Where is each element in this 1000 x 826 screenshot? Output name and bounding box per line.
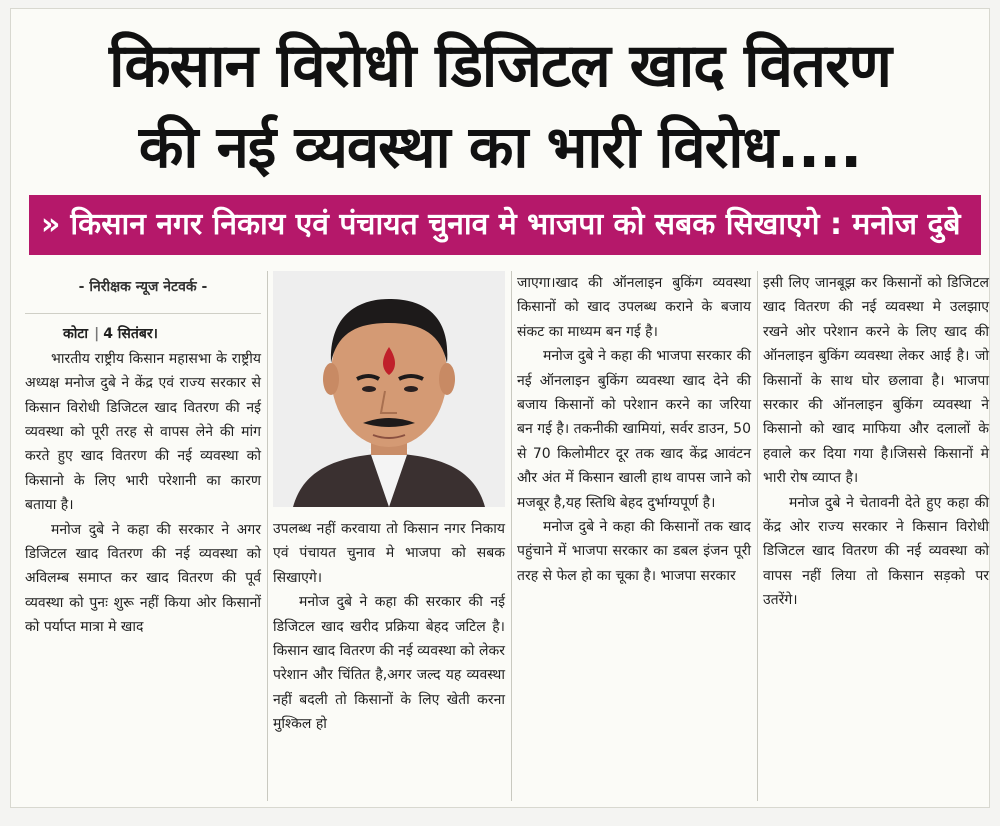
subheadline-banner	[29, 195, 981, 255]
double-chevron-icon: »	[41, 207, 61, 242]
dateline: कोटा | 4 सितंबर।	[63, 326, 158, 343]
article-paragraph: जाएगा।खाद की ऑनलाइन बुकिंग व्यवस्था किसानों को खाद उपलब्ध कराने के बजाय संकट का माध्यम बन गई है।	[517, 275, 751, 340]
column-divider	[511, 271, 512, 801]
article-paragraph: मनोज दुबे ने कहा की भाजपा सरकार की नई ऑनलाइन बुकिंग व्यवस्था खाद देने की बजाय किसानों को परेशान करने का जरिया बन गई है। तकनीकी खामियां, सर्वर डाउन, 50 से 70 किलोमीटर दूर तक खाद केंद्र आवंटन और अंत में किसान खाली हाथ वापस जाने को मजबूर है,यह स्तिथि बेहद दुर्भाग्यपूर्ण है।	[517, 348, 751, 511]
headline-line-1: किसान विरोधी डिजिटल खाद वितरण	[108, 31, 892, 101]
column-divider	[757, 271, 758, 801]
portrait-photo	[273, 271, 505, 507]
article-paragraph: उपलब्ध नहीं करवाया तो किसान नगर निकाय एवं पंचायत चुनाव मे भाजपा को सबक सिखाएगे।	[273, 521, 505, 586]
dateline-city: कोटा	[63, 326, 89, 343]
byline: - निरीक्षक न्यूज नेटवर्क -	[25, 271, 261, 314]
article-column-3	[517, 271, 751, 588]
article-paragraph: भारतीय राष्ट्रीय किसान महासभा के राष्ट्रीय अध्यक्ष मनोज दुबे ने केंद्र एवं राज्य सरकार से किसान विरोधी डिजिटल खाद वितरण की नई व्यवस्था को पूरी तरह से वापस लेने की मांग करते हुए खाद वितरण की नई व्यवस्था को किसानो के लिए भारी परेशानी का कारण बताया है।	[25, 350, 261, 514]
article-paragraph: इसी लिए जानबूझ कर किसानों को डिजिटल खाद वितरण की नई व्यवस्था मे उलझाए रखने ओर परेशान करने के लिए खाद की ऑनलाइन बुकिंग व्यवस्था लेकर आई है। जो किसानों के साथ घोर छलावा है। भाजपा सरकार की ऑनलाइन बुकिंग व्यवस्था ने किसानो को खाद माफिया और दलालों के हवाले कर दिया गया है।जिससे किसानों मे भारी रोष व्याप्त है।	[763, 275, 989, 487]
subheadline-text: किसान नगर निकाय एवं पंचायत चुनाव मे भाजपा को सबक सिखाएगे : मनोज दुबे	[70, 207, 961, 242]
article-column-1	[25, 271, 261, 640]
headline-line-2: की नई व्यवस्था का भारी विरोध....	[138, 113, 862, 181]
portrait-image	[273, 271, 505, 507]
article-paragraph: मनोज दुबे ने कहा की सरकार की नई डिजिटल खाद खरीद प्रक्रिया बेहद जटिल है। किसान खाद वितरण की नई व्यवस्था को लेकर परेशान और चिंतित है,अगर जल्द यह व्यवस्था नहीं बदली तो किसानों के लिए खेती करना मुश्किल हो	[273, 594, 505, 733]
dateline-date: 4 सितंबर।	[103, 326, 158, 343]
newspaper-clipping	[10, 8, 990, 808]
article-column-2	[273, 517, 505, 737]
column-divider	[267, 271, 268, 801]
article-paragraph: मनोज दुबे ने कहा की किसानों तक खाद पहुंचाने में भाजपा सरकार का डबल इंजन पूरी तरह से फेल हो का चूका है। भाजपा सरकार	[517, 519, 751, 584]
article-paragraph: मनोज दुबे ने चेतावनी देते हुए कहा की केंद्र ओर राज्य सरकार ने किसान विरोधी डिजिटल खाद वितरण की नई व्यवस्था को वापस नहीं लिया तो किसान सड़को पर उतरेंगे।	[763, 494, 989, 609]
article-paragraph: मनोज दुबे ने कहा की सरकार ने अगर डिजिटल खाद वितरण की नई व्यवस्था को अविलम्ब समाप्त कर खाद वितरण की पूर्व व्यवस्था को पुनः शुरू नहीं किया ओर किसानों को पर्याप्त मात्रा मे खाद	[25, 521, 261, 636]
article-column-4	[763, 271, 989, 613]
